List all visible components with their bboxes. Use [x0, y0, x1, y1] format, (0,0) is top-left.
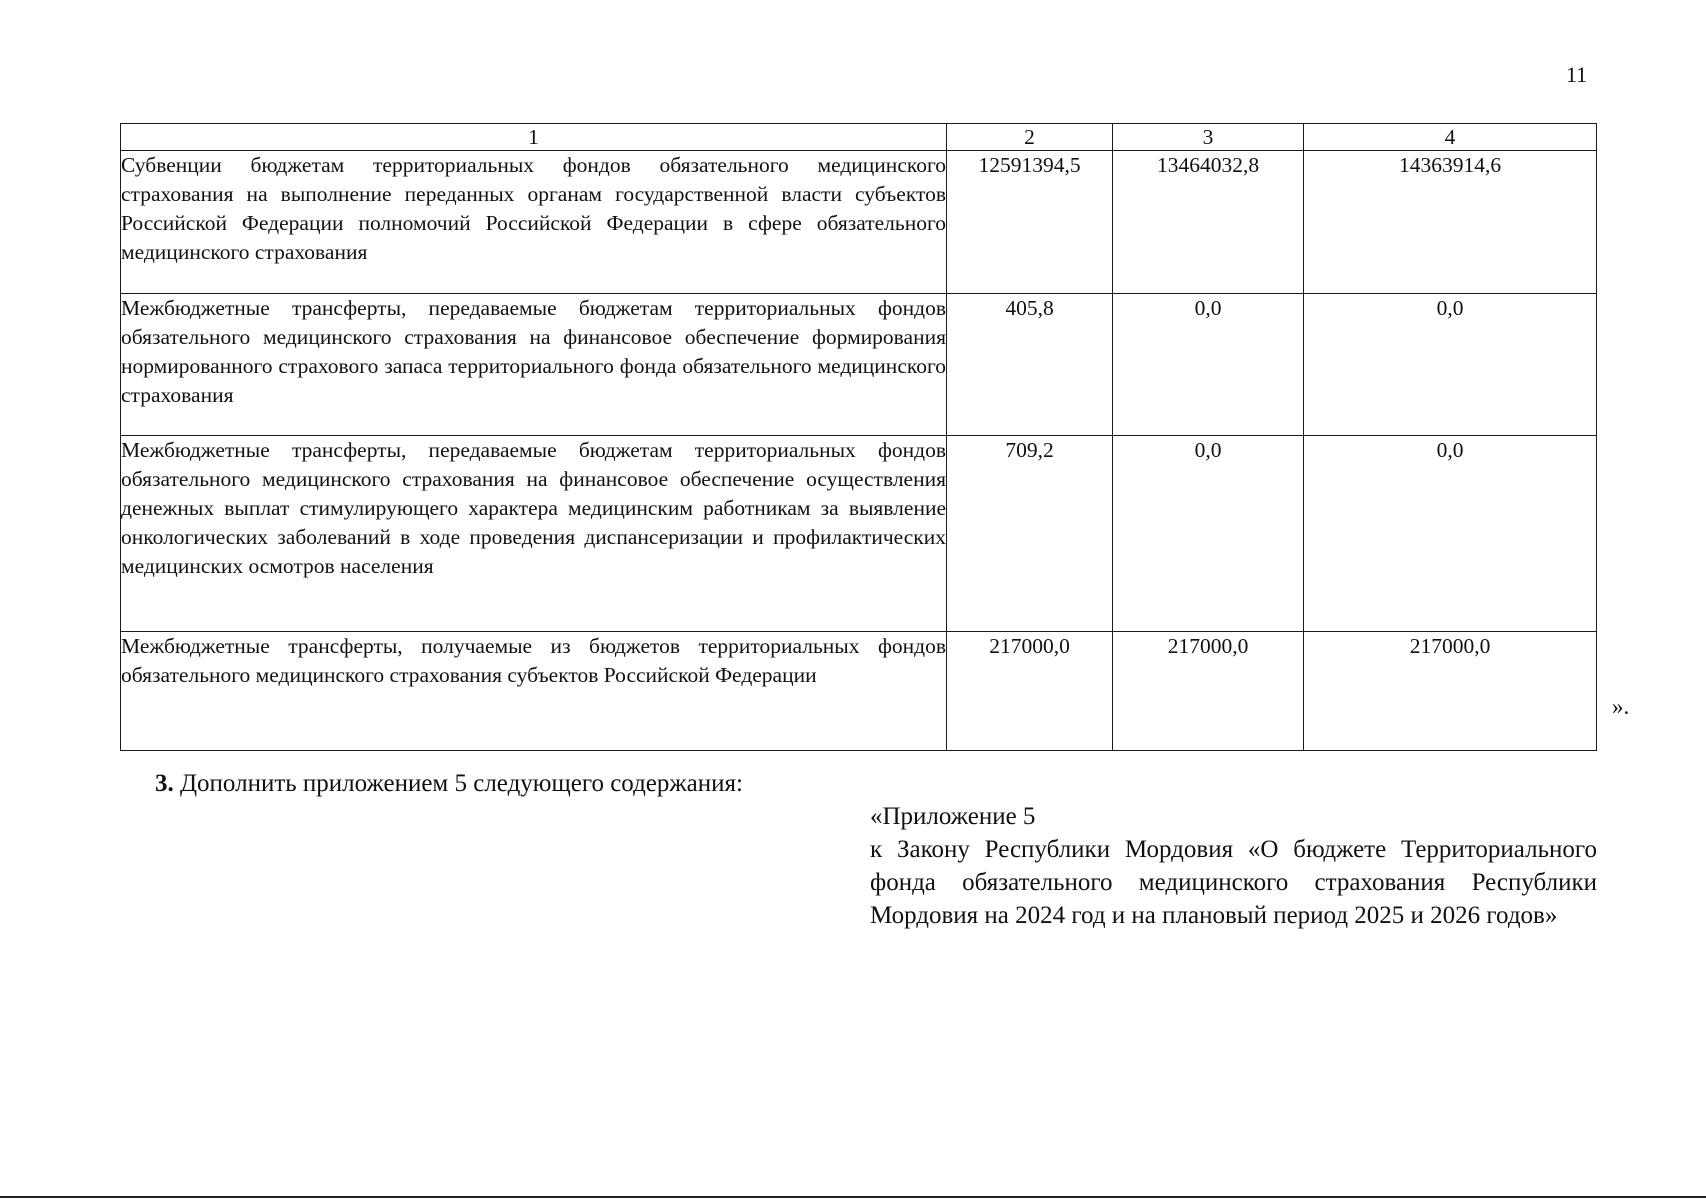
table-row: [121, 294, 1597, 436]
page-number: 11: [1566, 62, 1588, 87]
row-description: Межбюджетные трансферты, передаваемые бюджетам территориальных фондов обязательного медицинского страхования на финансовое обеспечение формирования нормированного страхового запаса территориального фонда обязательного медицинского страхования: [121, 294, 947, 436]
table-header-row: [121, 124, 1597, 151]
row-description: Межбюджетные трансферты, передаваемые бюджетам территориальных фондов обязательного медицинского страхования на финансовое обеспечение осуществления денежных выплат стимулирующего характера медицинским работникам за выявление онкологических заболеваний в ходе проведения диспансеризации и профилактических медицинских осмотров населения: [121, 436, 947, 632]
row-description: Межбюджетные трансферты, получаемые из бюджетов территориальных фондов обязательного медицинского страхования субъектов Российской Федерации: [121, 632, 947, 751]
appendix-title: «Приложение 5: [870, 803, 1036, 830]
row-value: 709,2: [947, 436, 1113, 632]
row-value: 14363914,6: [1304, 151, 1597, 294]
column-header: 4: [1304, 124, 1597, 151]
row-value: 405,8: [947, 294, 1113, 436]
row-value: 217000,0: [1113, 632, 1304, 751]
column-header: 2: [947, 124, 1113, 151]
item-text: Дополнить приложением 5 следующего содержания:: [180, 770, 743, 797]
row-value: 0,0: [1113, 436, 1304, 632]
row-value: 12591394,5: [947, 151, 1113, 294]
table-row: [121, 151, 1597, 294]
row-value: 0,0: [1113, 294, 1304, 436]
appendix-text: к Закону Республики Мордовия «О бюджете Территориального фонда обязательного медицинского страхования Республики Мордовия на 2024 год и на плановый период 2025 и 2026 годов»: [870, 836, 1597, 929]
item-number: 3.: [155, 770, 174, 797]
row-value: 0,0: [1304, 436, 1597, 632]
row-description: Субвенции бюджетам территориальных фондов обязательного медицинского страхования на выполнение переданных органам государственной власти субъектов Российской Федерации полномочий Российской Федерации в сфере обязательного медицинского страхования: [121, 151, 947, 294]
budget-table: [120, 123, 1597, 751]
page-bottom-edge: [0, 1196, 1706, 1198]
table-row: [121, 632, 1597, 751]
row-value: 217000,0: [947, 632, 1113, 751]
closing-quote: ».: [1612, 694, 1630, 719]
appendix-heading: [870, 800, 1597, 932]
table-row: [121, 436, 1597, 632]
column-header: 1: [121, 124, 947, 151]
row-value: 217000,0: [1304, 632, 1597, 751]
amendment-item: [155, 770, 743, 798]
row-value: 0,0: [1304, 294, 1597, 436]
row-value: 13464032,8: [1113, 151, 1304, 294]
column-header: 3: [1113, 124, 1304, 151]
